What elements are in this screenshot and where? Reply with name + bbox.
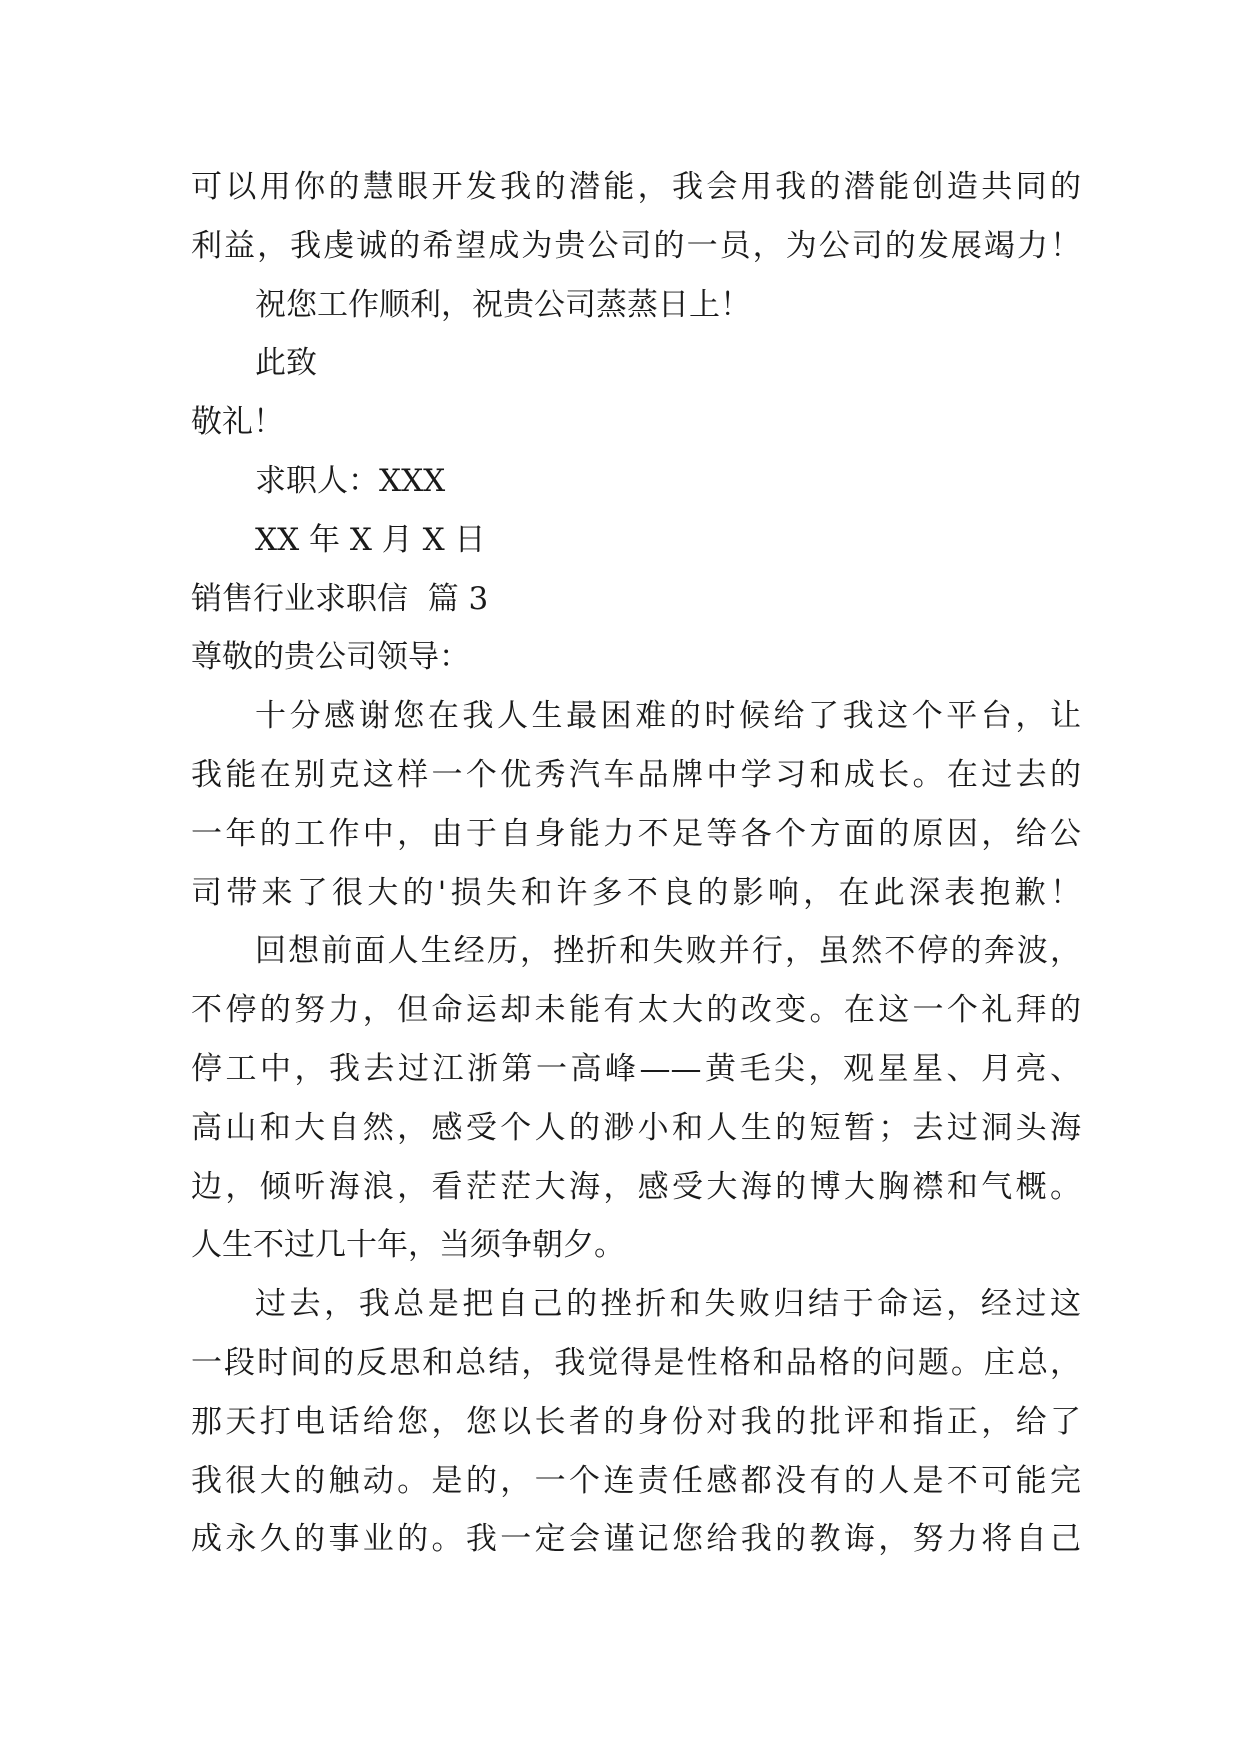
text-line: 过去，我总是把自己的挫折和失败归结于命运，经过这 [255,1286,1081,1323]
text-line: 销售行业求职信 篇 3 [191,580,489,617]
text-line: 人生不过几十年，当须争朝夕。 [191,1227,625,1264]
text-line: 边，倾听海浪，看茫茫大海，感受大海的博大胸襟和气概。 [191,1168,1081,1205]
text-line: 可以用你的慧眼开发我的潜能，我会用我的潜能创造共同的 [191,169,1081,205]
text-line: 祝您工作顺利，祝贵公司蒸蒸日上！ [255,286,751,323]
text-line: 停工中，我去过江浙第一高峰——黄毛尖，观星星、月亮、 [191,1050,1081,1087]
text-line: 一段时间的反思和总结，我觉得是性格和品格的问题。庄总， [191,1344,1081,1381]
text-line: 司带来了很大的'损失和许多不良的影响，在此深表抱歉！ [191,874,1081,911]
text-line: 我能在别克这样一个优秀汽车品牌中学习和成长。在过去的 [191,756,1081,793]
text-line: 我很大的触动。是的，一个连责任感都没有的人是不可能完 [191,1462,1081,1499]
text-line: 敬礼！ [191,404,284,441]
text-line: 一年的工作中，由于自身能力不足等各个方面的原因，给公 [191,815,1081,852]
text-line: 此致 [255,345,317,382]
text-line: XX 年 X 月 X 日 [255,521,486,558]
text-line: 高山和大自然，感受个人的渺小和人生的短暂；去过洞头海 [191,1109,1081,1146]
text-line: 回想前面人生经历，挫折和失败并行，虽然不停的奔波， [255,933,1081,970]
text-line: 求职人：XXX [255,462,446,499]
text-line: 利益，我虔诚的希望成为贵公司的一员，为公司的发展竭力！ [191,227,1081,264]
text-line: 那天打电话给您，您以长者的身份对我的批评和指正，给了 [191,1403,1081,1440]
text-line: 尊敬的贵公司领导： [191,639,470,676]
text-line: 成永久的事业的。我一定会谨记您给我的教诲，努力将自己 [191,1521,1081,1558]
text-line: 不停的努力，但命运却未能有太大的改变。在这一个礼拜的 [191,992,1081,1029]
text-line: 十分感谢您在我人生最困难的时候给了我这个平台，让 [255,698,1081,735]
letter-body [191,158,1081,1569]
